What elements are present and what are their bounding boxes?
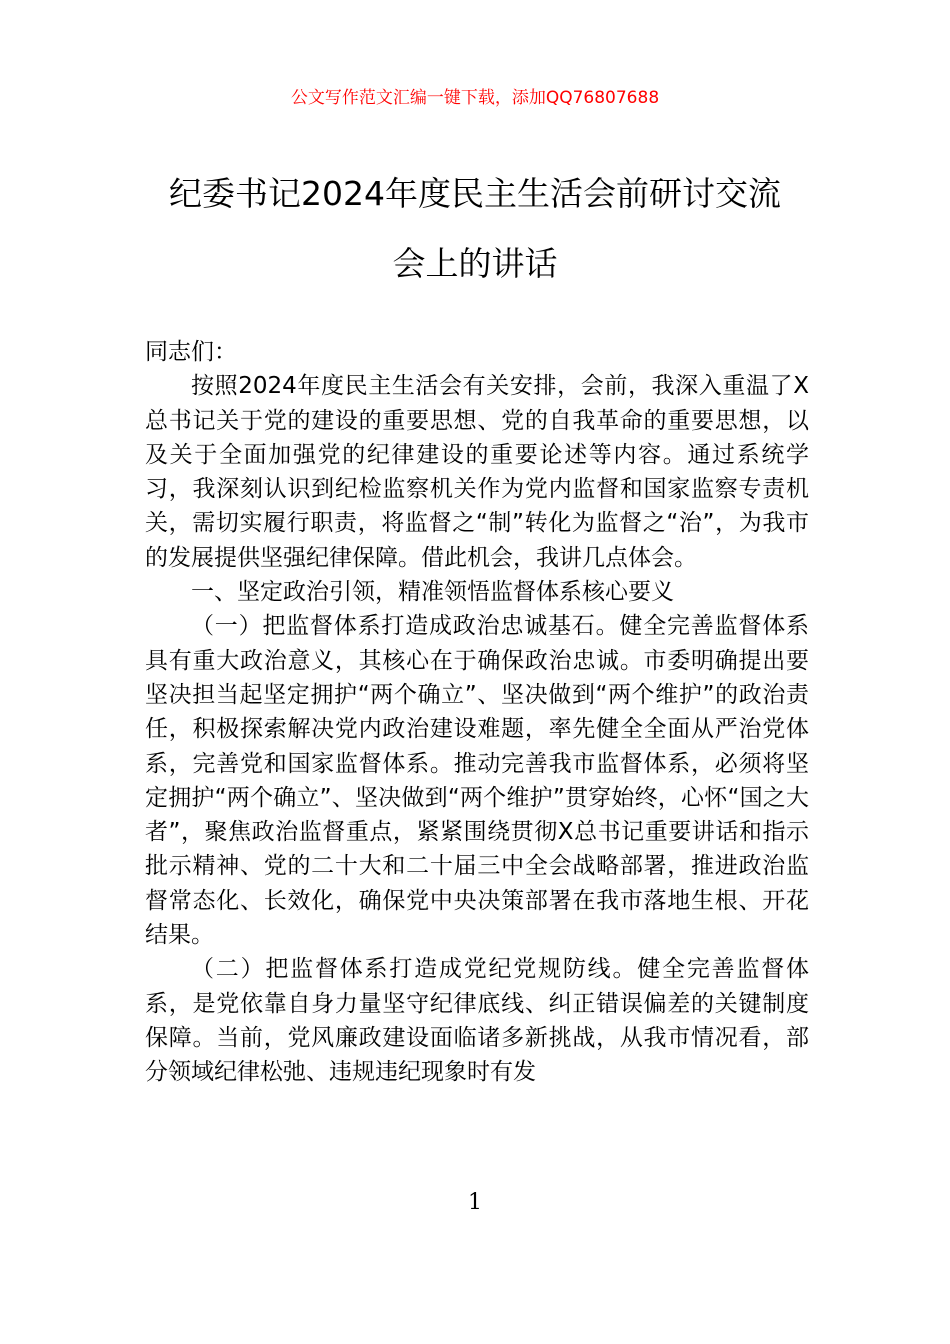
document-body: [145, 335, 809, 1090]
header-download-note: 公文写作范文汇编一键下载，添加QQ76807688: [290, 88, 660, 108]
paragraph-subsection-1: （一）把监督体系打造成政治忠诚基石。健全完善监督体系具有重大政治意义，其核心在于确保政治忠诚。市委明确提出要坚决担当起坚定拥护“两个确立”、坚决做到“两个维护”的政治责任，积极探索解决党内政治建设难题，率先健全全面从严治党体系，完善党和国家监督体系。推动完善我市监督体系，必须将坚定拥护“两个确立”、坚决做到“两个维护”贯穿始终，心怀“国之大者”，聚焦政治监督重点，紧紧围绕贯彻X总书记重要讲话和指示批示精神、党的二十大和二十届三中全会战略部署，推进政治监督常态化、长效化，确保党中央决策部署在我市落地生根、开花结果。: [145, 613, 809, 949]
salutation: 同志们：: [145, 339, 237, 365]
document-title-line-1: 纪委书记2024年度民主生活会前研讨交流: [169, 174, 781, 213]
paragraph-intro: 按照2024年度民主生活会有关安排，会前，我深入重温了X总书记关于党的建设的重要思想、党的自我革命的重要思想，以及关于全面加强党的纪律建设的重要论述等内容。通过系统学习，我深刻认识到纪检监察机关作为党内监督和国家监察专责机关，需切实履行职责，将监督之“制”转化为监督之“治”，为我市的发展提供坚强纪律保障。借此机会，我讲几点体会。: [145, 373, 809, 571]
document-title-line-2: 会上的讲话: [392, 244, 558, 283]
section-heading-1: 一、坚定政治引领，精准领悟监督体系核心要义: [191, 579, 674, 606]
paragraph-subsection-2: （二）把监督体系打造成党纪党规防线。健全完善监督体系，是党依靠自身力量坚守纪律底线、纠正错误偏差的关键制度保障。当前，党风廉政建设面临诸多新挑战，从我市情况看，部分领域纪律松弛、违规违纪现象时有发: [145, 956, 809, 1086]
page-number: 1: [468, 1190, 482, 1215]
